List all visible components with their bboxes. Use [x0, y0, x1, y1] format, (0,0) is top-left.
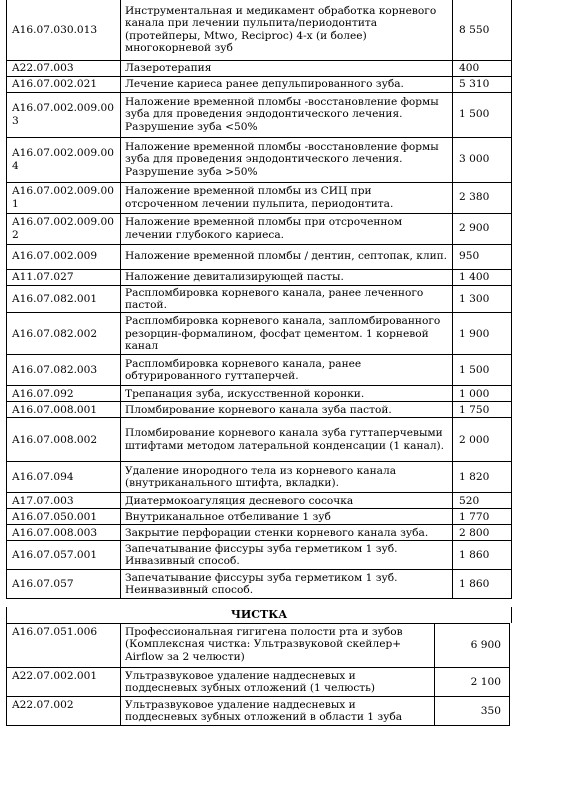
service-code: A16.07.082.001	[7, 285, 121, 313]
service-description: Распломбировка корневого канала, ранее леченного пастой.	[121, 285, 453, 313]
table-row	[7, 213, 512, 244]
service-price: 8 550	[453, 0, 512, 60]
service-code: A16.07.008.001	[7, 402, 121, 418]
service-description: Профессиональная гигигена полости рта и зубов (Комплексная чистка: Ультразвуковой скейлер+ Airflow за 2 челюсти)	[121, 624, 435, 668]
cleaning-price-table	[6, 623, 510, 726]
table-row	[7, 462, 512, 493]
service-code: A16.07.051.006	[7, 624, 121, 668]
service-code: A16.07.057.001	[7, 541, 121, 570]
table-row	[7, 244, 512, 269]
service-description: Закрытие перфорации стенки корневого канала зуба.	[121, 525, 453, 541]
service-description: Удаление инородного тела из корневого канала (внутриканального штифта, вкладки).	[121, 462, 453, 493]
service-price: 1 860	[453, 570, 512, 599]
table-row	[7, 570, 512, 599]
service-code: A17.07.003	[7, 493, 121, 509]
service-price: 2 800	[453, 525, 512, 541]
service-description: Запечатывание фиссуры зуба герметиком 1 зуб. Неинвазивный способ.	[121, 570, 453, 599]
service-code: A16.07.002.009.001	[7, 182, 121, 213]
price-table	[6, 0, 512, 599]
service-price: 5 310	[453, 76, 512, 92]
service-description: Трепанация зуба, искусственной коронки.	[121, 386, 453, 402]
service-description: Лечение кариеса ранее депульпированного зуба.	[121, 76, 453, 92]
table-row	[7, 60, 512, 76]
service-code: A16.07.094	[7, 462, 121, 493]
service-code: A16.07.092	[7, 386, 121, 402]
service-price: 6 900	[435, 624, 510, 668]
service-description: Наложение девитализирующей пасты.	[121, 269, 453, 285]
table-row	[7, 697, 510, 726]
service-description: Запечатывание фиссуры зуба герметиком 1 зуб. Инвазивный способ.	[121, 541, 453, 570]
service-price: 1 400	[453, 269, 512, 285]
service-price: 520	[453, 493, 512, 509]
service-description: Диатермокоагуляция десневого сосочка	[121, 493, 453, 509]
service-code: A16.07.082.002	[7, 313, 121, 355]
table-row	[7, 525, 512, 541]
table-row	[7, 0, 512, 60]
table-row	[7, 76, 512, 92]
service-price: 1 500	[453, 355, 512, 386]
service-price: 1 900	[453, 313, 512, 355]
service-description: Распломбировка корневого канала, запломбированного резорцин-формалином, фосфат цементом. 1 корневой канал	[121, 313, 453, 355]
table-row	[7, 624, 510, 668]
table-row	[7, 402, 512, 418]
service-description: Лазеротерапия	[121, 60, 453, 76]
table-row	[7, 269, 512, 285]
service-code: A16.07.082.003	[7, 355, 121, 386]
service-code: A22.07.003	[7, 60, 121, 76]
service-description: Ультразвуковое удаление наддесневых и поддесневых зубных отложений в области 1 зуба	[121, 697, 435, 726]
table-row	[7, 541, 512, 570]
table-row	[7, 92, 512, 137]
table-row	[7, 509, 512, 525]
service-price: 1 820	[453, 462, 512, 493]
service-description: Наложение временной пломбы -восстановление формы зуба для проведения эндодонтического лечения. Разрушение зуба <50%	[121, 92, 453, 137]
table-row	[7, 355, 512, 386]
service-price: 1 300	[453, 285, 512, 313]
service-description: Ультразвуковое удаление наддесневых и поддесневых зубных отложений (1 челюсть)	[121, 668, 435, 697]
table-row	[7, 493, 512, 509]
service-description: Наложение временной пломбы из СИЦ при отсроченном лечении пульпита, периодонтита.	[121, 182, 453, 213]
table-row	[7, 418, 512, 462]
service-price: 1 750	[453, 402, 512, 418]
service-code: A16.07.057	[7, 570, 121, 599]
service-price: 1 770	[453, 509, 512, 525]
service-code: A16.07.002.021	[7, 76, 121, 92]
service-description: Наложение временной пломбы / дентин, септопак, клип.	[121, 244, 453, 269]
service-description: Распломбировка корневого канала, ранее обтурированного гуттаперчей.	[121, 355, 453, 386]
service-price: 350	[435, 697, 510, 726]
service-code: A16.07.008.003	[7, 525, 121, 541]
service-price: 1 860	[453, 541, 512, 570]
table-row	[7, 137, 512, 182]
service-code: A16.07.002.009	[7, 244, 121, 269]
service-price: 2 900	[453, 213, 512, 244]
service-price: 2 000	[453, 418, 512, 462]
service-code: A16.07.002.009.004	[7, 137, 121, 182]
section-title-cleaning: ЧИСТКА	[6, 607, 512, 623]
service-description: Пломбирование корневого канала зуба гуттаперчевыми штифтами методом латеральной конденсации (1 канал).	[121, 418, 453, 462]
service-description: Инструментальная и медикамент обработка корневого канала при лечении пульпита/периодонтита (протейперы, Mtwo, Reciproc) 4-х (и более) многокорневой зуб	[121, 0, 453, 60]
service-price: 400	[453, 60, 512, 76]
service-price: 1 500	[453, 92, 512, 137]
service-code: A16.07.002.009.002	[7, 213, 121, 244]
service-code: A16.07.030.013	[7, 0, 121, 60]
table-row	[7, 182, 512, 213]
service-price: 2 100	[435, 668, 510, 697]
service-description: Наложение временной пломбы -восстановление формы зуба для проведения эндодонтического лечения. Разрушение зуба >50%	[121, 137, 453, 182]
service-description: Наложение временной пломбы при отсроченном лечении глубокого кариеса.	[121, 213, 453, 244]
service-description: Внутриканальное отбеливание 1 зуб	[121, 509, 453, 525]
service-code: A22.07.002	[7, 697, 121, 726]
service-code: A11.07.027	[7, 269, 121, 285]
service-code: A22.07.002.001	[7, 668, 121, 697]
service-code: A16.07.002.009.003	[7, 92, 121, 137]
table-row	[7, 285, 512, 313]
service-code: A16.07.050.001	[7, 509, 121, 525]
table-row	[7, 386, 512, 402]
service-code: A16.07.008.002	[7, 418, 121, 462]
service-price: 2 380	[453, 182, 512, 213]
table-row	[7, 313, 512, 355]
service-price: 1 000	[453, 386, 512, 402]
table-row	[7, 668, 510, 697]
service-price: 950	[453, 244, 512, 269]
service-price: 3 000	[453, 137, 512, 182]
service-description: Пломбирование корневого канала зуба пастой.	[121, 402, 453, 418]
